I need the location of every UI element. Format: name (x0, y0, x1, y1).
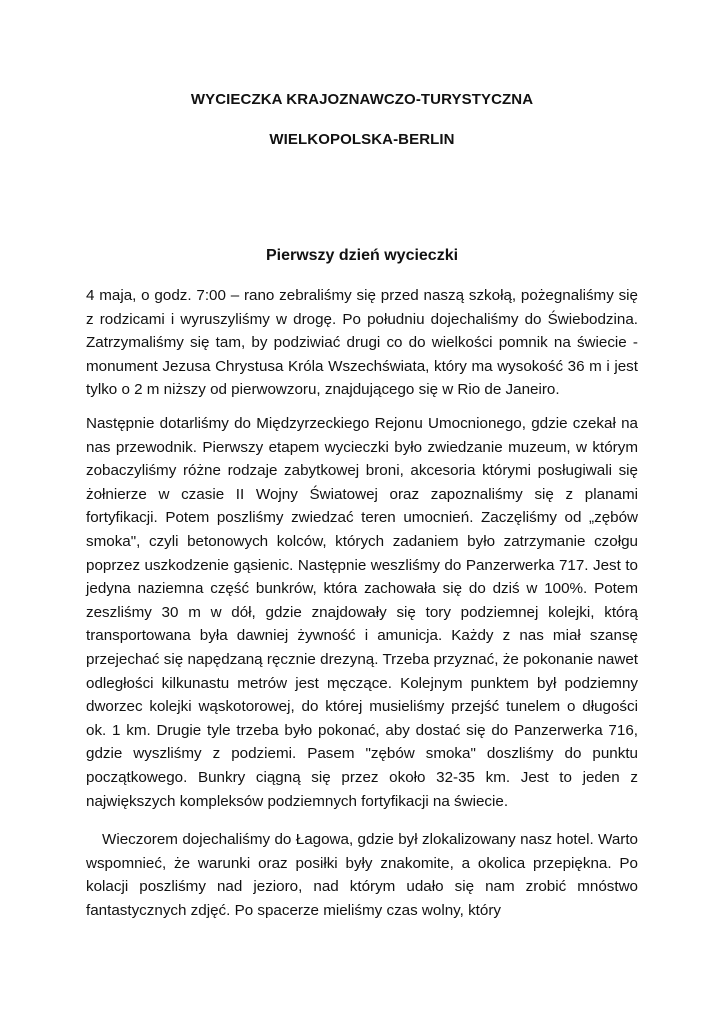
section-heading: Pierwszy dzień wycieczki (265, 247, 459, 264)
document-route-title: WIELKOPOLSKA-BERLIN (269, 131, 455, 148)
document-title: WYCIECZKA KRAJOZNAWCZO-TURYSTYCZNA (190, 91, 534, 108)
paragraph-1: 4 maja, o godz. 7:00 – rano zebraliśmy się przed naszą szkołą, pożegnaliśmy się z rodzicami i wyruszyliśmy w drogę. Po południu dojechaliśmy do Świebodzina. Zatrzymaliśmy się tam, by podziwiać drugi co do wielkości pomnik na świecie - monument Jezusa Chrystusa Króla Wszechświata, który ma wysokość 36 m i jest tylko o 2 m niższy od pierwowzoru, znajdującego się w Rio de Janeiro. (86, 287, 638, 399)
paragraph-3: Wieczorem dojechaliśmy do Łagowa, gdzie był zlokalizowany nasz hotel. Warto wspomnieć, że warunki oraz posiłki były znakomite, a okolica przepiękna. Po kolacji poszliśmy nad jezioro, nad którym udało się nam zrobić mnóstwo fantastycznych zdjęć. Po spacerze mieliśmy czas wolny, który (86, 831, 638, 919)
paragraph-2: Następnie dotarliśmy do Międzyrzeckiego Rejonu Umocnionego, gdzie czekał na nas przewodnik. Pierwszy etapem wycieczki było zwiedzanie muzeum, w którym zobaczyliśmy różne rodzaje zabytkowej broni, akcesoria którymi posługiwali się żołnierze w czasie II Wojny Światowej oraz zapoznaliśmy się z planami fortyfikacji. Potem poszliśmy zwiedzać teren umocnień. Zaczęliśmy od „zębów smoka", czyli betonowych kolców, których zadaniem było zatrzymanie czołgu poprzez uszkodzenie gąsienic. Następnie weszliśmy do Panzerwerka 717. Jest to jedyna naziemna część bunkrów, która zachowała się do dziś w 100%. Potem zeszliśmy 30 m w dół, gdzie znajdowały się tory podziemnej kolejki, którą transportowana była dawniej żywność i amunicja. Każdy z nas miał szansę przejechać się napędzaną ręcznie drezyną. Trzeba przyznać, że pokonanie nawet odległości kilkunastu metrów jest męczące. Kolejnym punktem był podziemny dworzec kolejki wąskotorowej, do której musieliśmy przejść tunelem o długości ok. 1 km. Drugie tyle trzeba było pokonać, aby dostać się do Panzerwerka 716, gdzie wyszliśmy z podziemi. Pasem "zębów smoka" doszliśmy do punktu początkowego. Bunkry ciągną się przez około 32-35 km. Jest to jeden z największych kompleksów podziemnych fortyfikacji na świecie. (86, 415, 638, 810)
